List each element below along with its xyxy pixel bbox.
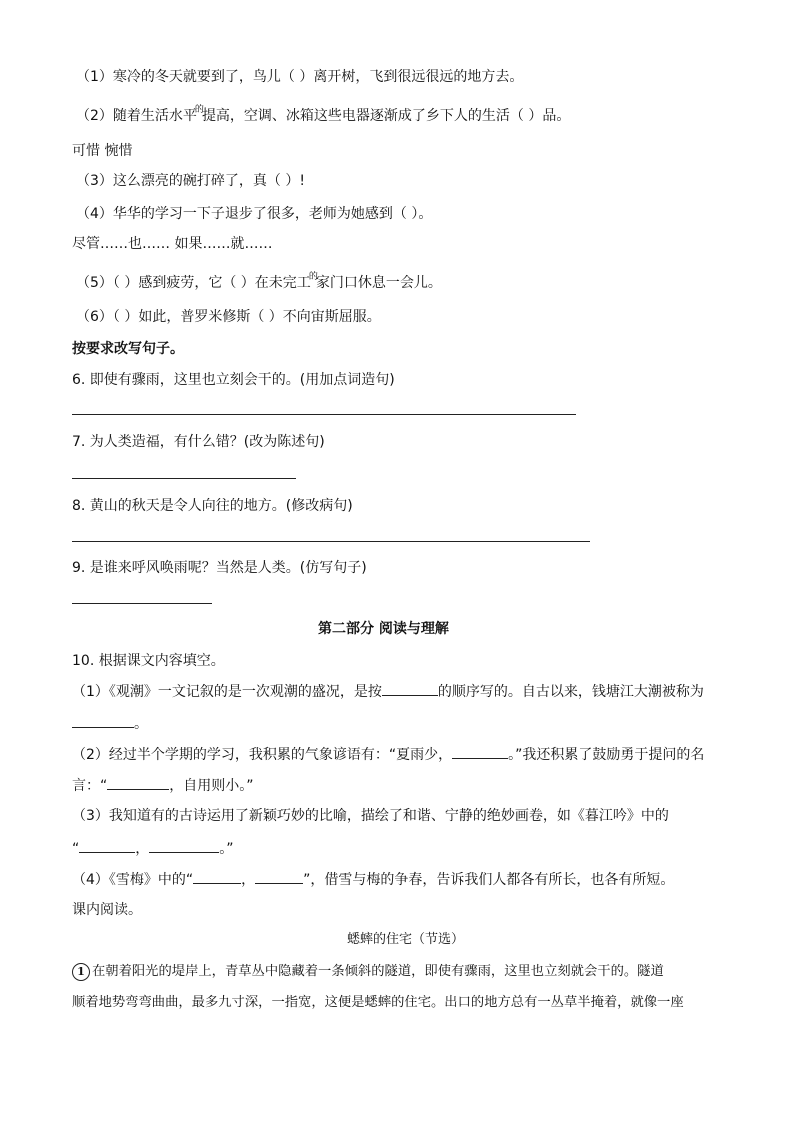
question-10-1-cont bbox=[72, 713, 148, 734]
line-q2-part1: （2）随着生活水平 bbox=[76, 108, 197, 124]
paragraph-number: 1 bbox=[72, 963, 90, 981]
q10-2-part1: （2）经过半个学期的学习，我积累的气象谚语有：“夏雨少， bbox=[72, 747, 453, 763]
question-10-2-cont bbox=[72, 775, 254, 796]
passage-title: 蟋蟀的住宅（节选） bbox=[347, 932, 465, 947]
line-q5-part2: 家门口休息一会儿。 bbox=[315, 275, 442, 291]
section-heading-rewrite: 按要求改写句子。 bbox=[72, 341, 184, 357]
q10-2-part3: 言：“ bbox=[72, 778, 108, 794]
question-10-2 bbox=[72, 744, 704, 765]
line-q2 bbox=[76, 106, 570, 128]
q10-4-part2: ， bbox=[241, 872, 256, 888]
q10-2-part2: 。”我还积累了鼓励勇于提问的名 bbox=[508, 747, 705, 763]
question-8: 8. 黄山的秋天是令人向往的地方。(修改病句) bbox=[72, 498, 353, 514]
q10-4-part1: （4）《雪梅》中的“ bbox=[72, 872, 194, 888]
line-q5 bbox=[76, 273, 442, 295]
blank-plum-2[interactable] bbox=[255, 869, 303, 884]
blank-plum-1[interactable] bbox=[193, 869, 241, 884]
q10-1-part2: 的顺序写的。自古以来，钱塘江大潮被称为 bbox=[437, 684, 704, 700]
line-q1: （1）寒冷的冬天就要到了，鸟儿（ ）离开树，飞到很远很远的地方去。 bbox=[76, 69, 524, 85]
line-q4: （4）华华的学习一下子退步了很多，老师为她感到（ ）。 bbox=[76, 206, 433, 222]
blank-order[interactable] bbox=[382, 681, 438, 696]
q10-4-part3: ”，借雪与梅的争春，告诉我们人都各有所长，也各有所短。 bbox=[303, 872, 675, 888]
question-6: 6. 即使有骤雨，这里也立刻会干的。(用加点词造句) bbox=[72, 372, 395, 388]
passage-text-1: 在朝着阳光的堤岸上，青草丛中隐藏着一条倾斜的隧道，即使有骤雨，这里也立刻就会干的。隧道 bbox=[92, 964, 664, 979]
blank-poem-1[interactable] bbox=[79, 838, 135, 853]
question-10-3-cont bbox=[72, 838, 234, 859]
question-10-3: （3）我知道有的古诗运用了新颖巧妙的比喻，描绘了和谐、宁静的绝妙画卷，如《暮江吟》中的 bbox=[72, 808, 669, 824]
answer-line-7[interactable] bbox=[72, 478, 296, 479]
blank-poem-2[interactable] bbox=[149, 838, 219, 853]
q10-3-part3: 。” bbox=[219, 841, 234, 857]
question-10: 10. 根据课文内容填空。 bbox=[72, 653, 225, 669]
answer-line-8[interactable] bbox=[72, 541, 590, 542]
q10-3-part2: ， bbox=[135, 841, 150, 857]
answer-line-6[interactable] bbox=[72, 414, 576, 415]
q10-3-part1: “ bbox=[72, 841, 80, 857]
blank-proverb[interactable] bbox=[452, 744, 508, 759]
question-10-4 bbox=[72, 869, 674, 890]
q10-1-part3: 。 bbox=[134, 716, 148, 732]
q10-2-part4: ，自用则小。” bbox=[169, 778, 254, 794]
line-q2-part2: 提高，空调、冰箱这些电器逐渐成了乡下人的生活（ ）品。 bbox=[201, 108, 571, 124]
word-options-2: 尽管……也…… 如果……就…… bbox=[72, 236, 273, 252]
blank-quote[interactable] bbox=[107, 775, 169, 790]
blank-title[interactable] bbox=[72, 713, 134, 728]
line-q5-part1: （5）（ ）感到疲劳，它（ ）在未完工 bbox=[76, 275, 311, 291]
section-heading-reading: 第二部分 阅读与理解 bbox=[318, 621, 449, 637]
word-options-1: 可惜 惋惜 bbox=[72, 143, 133, 159]
line-q6-fill: （6）（ ）如此，普罗米修斯（ ）不向宙斯屈服。 bbox=[76, 309, 381, 325]
line-q2-de: 的 bbox=[194, 105, 204, 115]
question-9: 9. 是谁来呼风唤雨呢？当然是人类。(仿写句子) bbox=[72, 560, 367, 576]
question-7: 7. 为人类造福，有什么错？(改为陈述句) bbox=[72, 434, 325, 450]
line-q5-de: 的 bbox=[308, 272, 318, 282]
reading-label: 课内阅读。 bbox=[72, 902, 142, 918]
question-10-1 bbox=[72, 681, 704, 702]
answer-line-9[interactable] bbox=[72, 603, 212, 604]
q10-1-part1: （1）《观潮》一文记叙的是一次观潮的盛况，是按 bbox=[72, 684, 382, 700]
passage-line-1 bbox=[72, 962, 664, 982]
line-q3: （3）这么漂亮的碗打碎了，真（ ）! bbox=[76, 173, 305, 189]
passage-line-2: 顺着地势弯弯曲曲，最多九寸深，一指宽，这便是蟋蟀的住宅。出口的地方总有一丛草半掩着，就像一座 bbox=[72, 995, 684, 1010]
